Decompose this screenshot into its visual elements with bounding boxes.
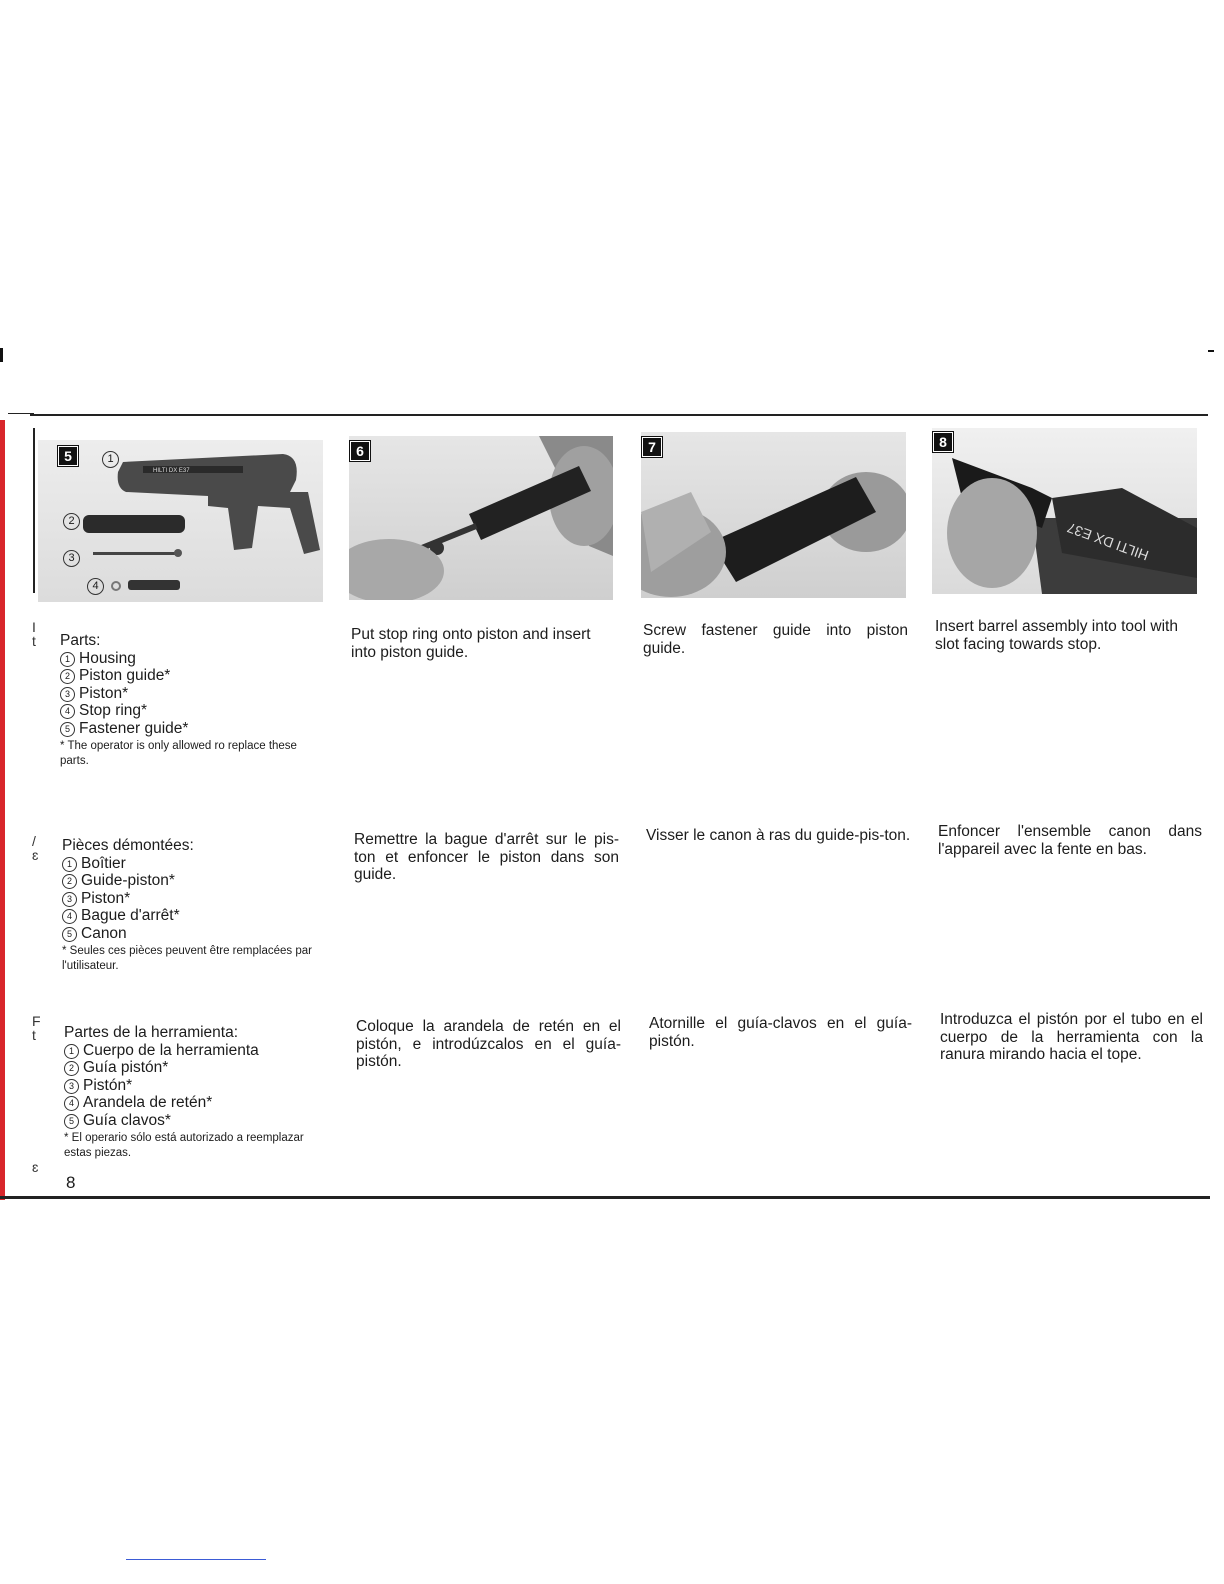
en-step-7: Screw fastener guide into piston guide. <box>643 622 908 657</box>
fr-part-2-num: 2 <box>62 874 77 889</box>
figure-8-number: 8 <box>933 432 953 452</box>
es-step-7: Atornille el guía-clavos en el guía-pistón. <box>649 1015 912 1050</box>
margin-mark-right <box>1208 350 1214 352</box>
fr-part-3-text: Piston* <box>81 889 131 907</box>
en-part-5-num: 5 <box>60 722 75 737</box>
es-part-4 <box>64 1094 336 1112</box>
page-number: 8 <box>66 1173 76 1192</box>
es-part-1-text: Cuerpo de la herramienta <box>83 1041 259 1059</box>
fr-part-4-text: Bague d'arrêt* <box>81 907 180 924</box>
top-rule <box>30 414 1208 416</box>
fr-part-3-num: 3 <box>62 892 77 907</box>
en-part-3-num: 3 <box>60 687 75 702</box>
callout-3: 3 <box>63 550 80 567</box>
hands-screwing-fastener-guide <box>641 432 906 598</box>
es-parts-note: * El operario sólo está autorizado a reemplazar estas piezas. <box>64 1132 304 1159</box>
es-part-4-text: Arandela de retén* <box>83 1094 213 1111</box>
figure-7-photo <box>641 432 906 598</box>
en-part-1 <box>60 650 330 668</box>
fr-part-4 <box>62 907 332 925</box>
fr-part-3 <box>62 890 332 908</box>
figure-6-photo <box>349 436 613 600</box>
figure-7-number: 7 <box>642 437 662 457</box>
es-part-1-num: 1 <box>64 1044 79 1059</box>
en-parts-title: Parts: <box>60 632 101 649</box>
en-step-8: Insert barrel assembly into tool with slot facing towards stop. <box>935 618 1178 653</box>
es-step-6: Coloque la arandela de retén en el pistón, e introdúzcalos en el guía-pistón. <box>356 1018 621 1070</box>
es-part-5-text: Guía clavos* <box>83 1111 171 1129</box>
es-part-1 <box>64 1042 336 1060</box>
callout-2: 2 <box>63 513 80 530</box>
bottom-rule <box>0 1196 1210 1199</box>
en-part-4-num: 4 <box>60 704 75 719</box>
fr-parts-block <box>62 837 332 974</box>
es-part-2-num: 2 <box>64 1061 79 1076</box>
en-part-5 <box>60 720 330 738</box>
en-parts-note: * The operator is only allowed ro replace these parts. <box>60 740 297 767</box>
es-part-2 <box>64 1059 336 1077</box>
top-left-short-rule <box>8 413 34 414</box>
bottom-faint-line <box>126 1559 266 1560</box>
es-parts-block <box>64 1024 336 1161</box>
fr-step-7: Visser le canon à ras du guide-pis-ton. <box>646 827 911 844</box>
figure-6-number: 6 <box>350 441 370 461</box>
fr-part-1-text: Boîtier <box>81 854 126 872</box>
en-parts-block <box>60 632 330 769</box>
figure-5-number: 5 <box>58 446 78 466</box>
fr-part-1 <box>62 855 332 873</box>
tool-label-text: HILTI DX E37 <box>153 468 190 474</box>
left-red-edge <box>0 420 5 1200</box>
tool-label-rotated: HILTI DX E37 <box>1064 519 1151 564</box>
en-part-1-text: Housing <box>79 649 136 667</box>
fr-part-2 <box>62 872 332 890</box>
es-step-8: Introduzca el pistón por el tubo en el cuerpo de la herramienta con la ranura mirando hacia el tope. <box>940 1011 1203 1063</box>
en-part-3 <box>60 685 330 703</box>
es-part-5-num: 5 <box>64 1114 79 1129</box>
fr-part-5 <box>62 925 332 943</box>
fr-part-1-num: 1 <box>62 857 77 872</box>
es-part-3-text: Pistón* <box>83 1076 133 1094</box>
es-part-2-text: Guía pistón* <box>83 1059 169 1076</box>
tool-parts-illustration <box>38 440 323 602</box>
callout-4: 4 <box>87 578 104 595</box>
callout-1: 1 <box>102 451 119 468</box>
en-part-4-text: Stop ring* <box>79 702 148 719</box>
en-step-6: Put stop ring onto piston and insert into piston guide. <box>351 626 591 661</box>
es-part-3-num: 3 <box>64 1079 79 1094</box>
es-part-4-num: 4 <box>64 1096 79 1111</box>
fr-part-5-text: Canon <box>81 924 127 942</box>
fr-part-4-num: 4 <box>62 909 77 924</box>
fr-step-6: Remettre la bague d'arrêt sur le pis-ton et enfoncer le piston dans son guide. <box>354 831 619 883</box>
hands-assembling-piston <box>349 436 613 600</box>
hand-inserting-barrel <box>932 428 1197 594</box>
en-part-3-text: Piston* <box>79 684 129 702</box>
es-part-3 <box>64 1077 336 1095</box>
en-part-1-num: 1 <box>60 652 75 667</box>
fr-parts-note: * Seules ces pièces peuvent être remplacées par l'utilisateur. <box>62 945 312 972</box>
es-part-5 <box>64 1112 336 1130</box>
margin-mark <box>0 348 3 362</box>
frame-left-rule <box>33 428 35 593</box>
figure-8-photo <box>932 428 1197 594</box>
fr-step-8: Enfoncer l'ensemble canon dans l'appareil avec la fente en bas. <box>938 823 1202 858</box>
fr-parts-title: Pièces démontées: <box>62 837 194 854</box>
en-part-5-text: Fastener guide* <box>79 719 189 737</box>
fr-part-5-num: 5 <box>62 927 77 942</box>
es-parts-title: Partes de la herramienta: <box>64 1024 239 1041</box>
en-part-2-num: 2 <box>60 669 75 684</box>
en-part-2 <box>60 667 330 685</box>
en-part-4 <box>60 702 330 720</box>
en-part-2-text: Piston guide* <box>79 667 171 684</box>
gutter-marks: I t / ɛ F t ɛ <box>32 619 41 1175</box>
figure-5-photo <box>38 440 323 602</box>
fr-part-2-text: Guide-piston* <box>81 872 175 889</box>
